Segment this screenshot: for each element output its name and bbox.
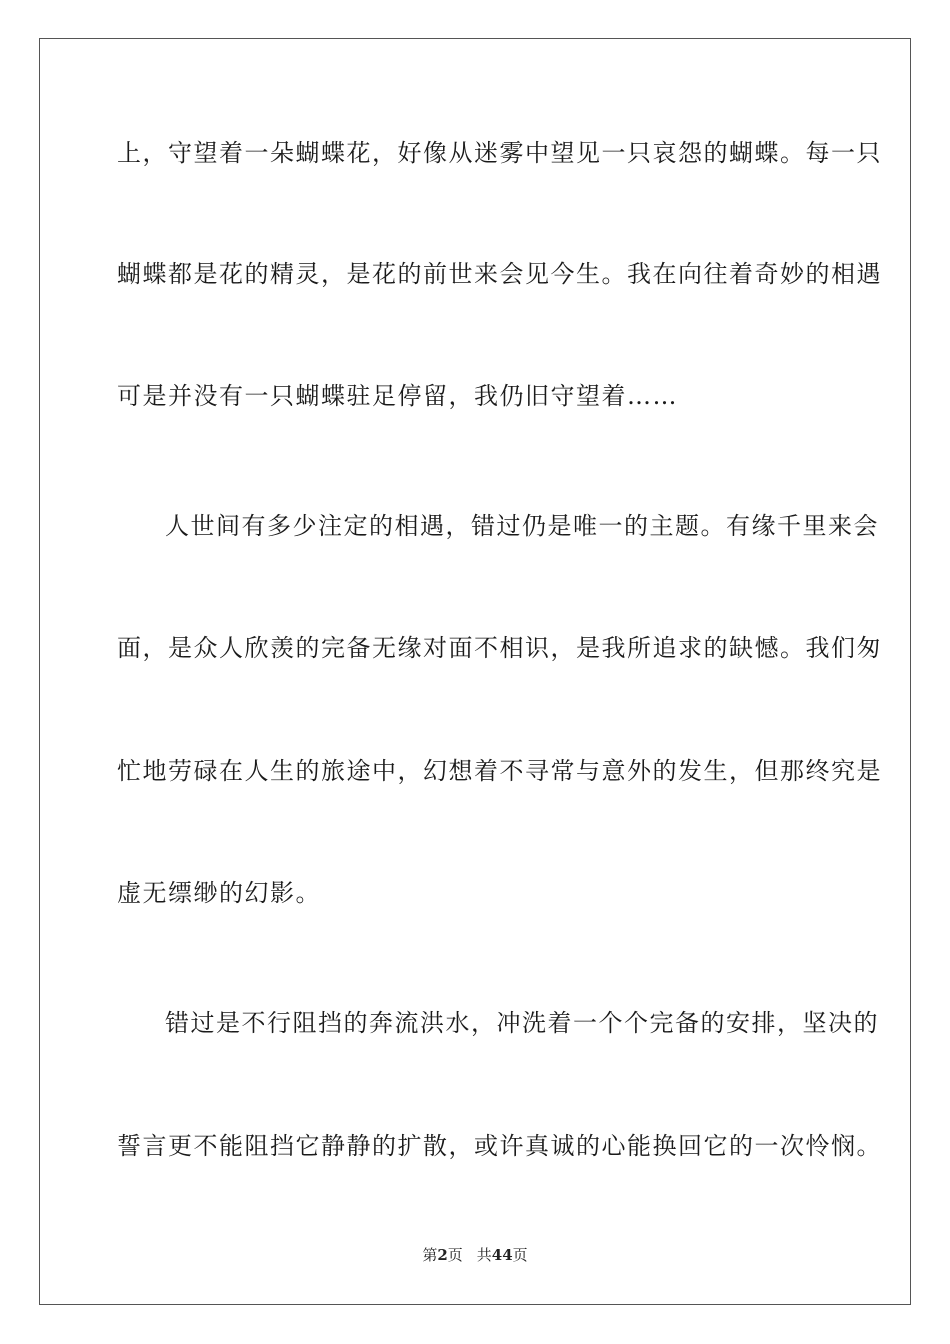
page-footer — [0, 1245, 950, 1265]
paragraph-3-line-2: 誓言更不能阻挡它静静的扩散，或许真诚的心能换回它的一次怜悯。 — [117, 1132, 882, 1160]
paragraph-2-line-1: 人世间有多少注定的相遇，错过仍是唯一的主题。有缘千里来会 — [165, 512, 879, 540]
paragraph-2-line-2: 面，是众人欣羡的完备无缘对面不相识，是我所追求的缺憾。我们匆 — [117, 634, 882, 662]
paragraph-1-line-3: 可是并没有一只蝴蝶驻足停留，我仍旧守望着…… — [117, 382, 678, 410]
paragraph-2-line-4: 虚无缥缈的幻影。 — [117, 879, 321, 907]
paragraph-2-line-3: 忙地劳碌在人生的旅途中，幻想着不寻常与意外的发生，但那终究是 — [117, 757, 882, 785]
page-border — [39, 38, 911, 1305]
footer-page-prefix: 第 — [422, 1246, 438, 1264]
footer-total-suffix: 页 — [512, 1246, 528, 1264]
footer-page-number: 2 — [437, 1246, 448, 1264]
paragraph-1-line-2: 蝴蝶都是花的精灵，是花的前世来会见今生。我在向往着奇妙的相遇 — [117, 260, 882, 288]
footer-total-pages: 44 — [491, 1246, 513, 1264]
footer-total-prefix: 共 — [476, 1246, 492, 1264]
paragraph-1-line-1: 上，守望着一朵蝴蝶花，好像从迷雾中望见一只哀怨的蝴蝶。每一只 — [117, 139, 882, 167]
paragraph-3-line-1: 错过是不行阻挡的奔流洪水，冲洗着一个个完备的安排，坚决的 — [165, 1009, 879, 1037]
footer-page-suffix: 页 — [447, 1246, 463, 1264]
